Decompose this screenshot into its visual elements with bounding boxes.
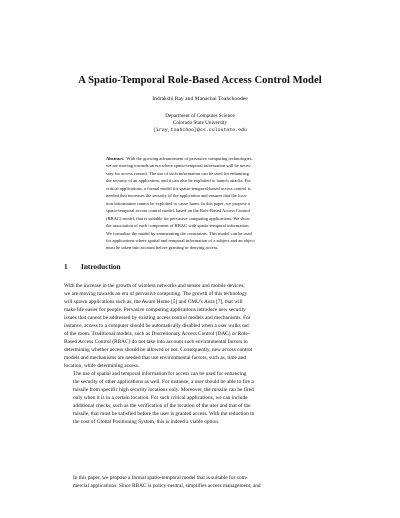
body-line: missile from specific high security locations only. Moreover, the missile can be fired bbox=[73, 387, 254, 393]
abstract-line: needed that increases the security of the application and ensures that the loca- bbox=[106, 193, 248, 199]
abstract-label: Abstract. bbox=[106, 156, 125, 161]
abstract-line: We formalize the model by enumerating the constraints. This model can be used bbox=[106, 230, 252, 236]
abstract-line: must be taken into account before granting or denying access. bbox=[106, 245, 219, 251]
department: Department of Computer Science bbox=[165, 113, 235, 119]
body-line: will spawn applications such as, the Aware Home [5] and CMU's Aura [7], that will bbox=[64, 299, 243, 305]
body-line: With the increase in the growth of wireless networks and sensor and mobile devices, bbox=[64, 283, 245, 289]
paragraph-1 bbox=[64, 282, 336, 370]
paper-authors: Indrakshi Ray and Manachai Toahchoodee bbox=[152, 96, 248, 102]
abstract-line bbox=[106, 155, 296, 162]
abstract-line: sary for access control. The use of such information can be used for enhancing bbox=[106, 170, 249, 176]
abstract-text: With the growing advancement of pervasive computing technologies, bbox=[126, 156, 253, 161]
abstract-line: critical applications, a formal model for spatio-temporal-based access control is bbox=[106, 185, 251, 191]
section-title: Introduction bbox=[81, 262, 121, 271]
body-line: missile, that must be satisfied before the user is granted access. With the reduction in bbox=[73, 411, 255, 417]
section-number: 1 bbox=[64, 262, 68, 271]
abstract-line: spatio-temporal access control model, based on the Role-Based Access Control bbox=[106, 208, 250, 214]
body-line: issues that cannot be addressed by existing access control models and mechanisms. For bbox=[64, 315, 251, 321]
body-line: Based Access Control (RBAC) do not take into account such environmental factors in bbox=[64, 339, 248, 345]
paper-title: A Spatio-Temporal Role-Based Access Control Model bbox=[78, 75, 322, 86]
abstract-line: the security of an application, and it can also be exploited to launch attacks. For bbox=[106, 178, 251, 184]
body-line: instance, access to a computer should be automatically disabled when a user walks out bbox=[64, 323, 249, 329]
abstract bbox=[106, 155, 296, 252]
abstract-line: for applications where spatial and temporal information of a subject and an object bbox=[106, 237, 255, 243]
abstract-line: (RBAC) model, that is suitable for pervasive computing applications. We show bbox=[106, 215, 251, 221]
abstract-line: we are moving towards an era where spatio-temporal information will be neces- bbox=[106, 163, 252, 169]
affiliation-block bbox=[0, 113, 400, 135]
body-line: mercial applications. Since RBAC is policy-neutral, simplifies access management, and bbox=[73, 483, 261, 489]
body-line: we are moving towards an era of pervasive computing. The growth of this technology bbox=[64, 291, 248, 297]
abstract-line: the association of each component of RBAC with spatio-temporal information. bbox=[106, 223, 250, 229]
body-line: the cost of Global Positioning System, this is indeed a viable option. bbox=[73, 419, 220, 425]
body-line: only when it is in a certain location. For such critical applications, we can include bbox=[73, 395, 248, 401]
body-line: In this paper, we propose a formal spatio-temporal model that is suitable for com- bbox=[73, 475, 248, 481]
body-line: The use of spatial and temporal information for access can be used for enhancing bbox=[73, 371, 247, 377]
abstract-line: tion information cannot be exploited to cause harm. In this paper, we propose a bbox=[106, 200, 250, 206]
paragraph-2 bbox=[64, 370, 336, 426]
email-address: {iray,toahchoo}@cs.colostate.edu bbox=[153, 128, 247, 134]
university: Colorado State University bbox=[172, 120, 228, 127]
body-line: make life easier for people. Pervasive computing applications introduce new security bbox=[64, 307, 246, 313]
body-line: determining whether access should be allowed or not. Consequently, new access control bbox=[64, 347, 253, 353]
body-line: additional checks, such as the verification of the location of the user and that of the bbox=[73, 403, 251, 409]
paragraph-3 bbox=[64, 474, 336, 490]
body-line: of the room. Traditional models, such as Discretionary Access Control (DAC) or Role- bbox=[64, 331, 250, 337]
section-heading bbox=[64, 262, 121, 271]
body-line: models and mechanisms are needed that use environmental factors, such as, time and bbox=[64, 355, 246, 361]
body-line: the security of other applications as well. For instance, a user should be able to fire a bbox=[73, 379, 254, 385]
body-line: location, while determining access. bbox=[64, 363, 140, 369]
